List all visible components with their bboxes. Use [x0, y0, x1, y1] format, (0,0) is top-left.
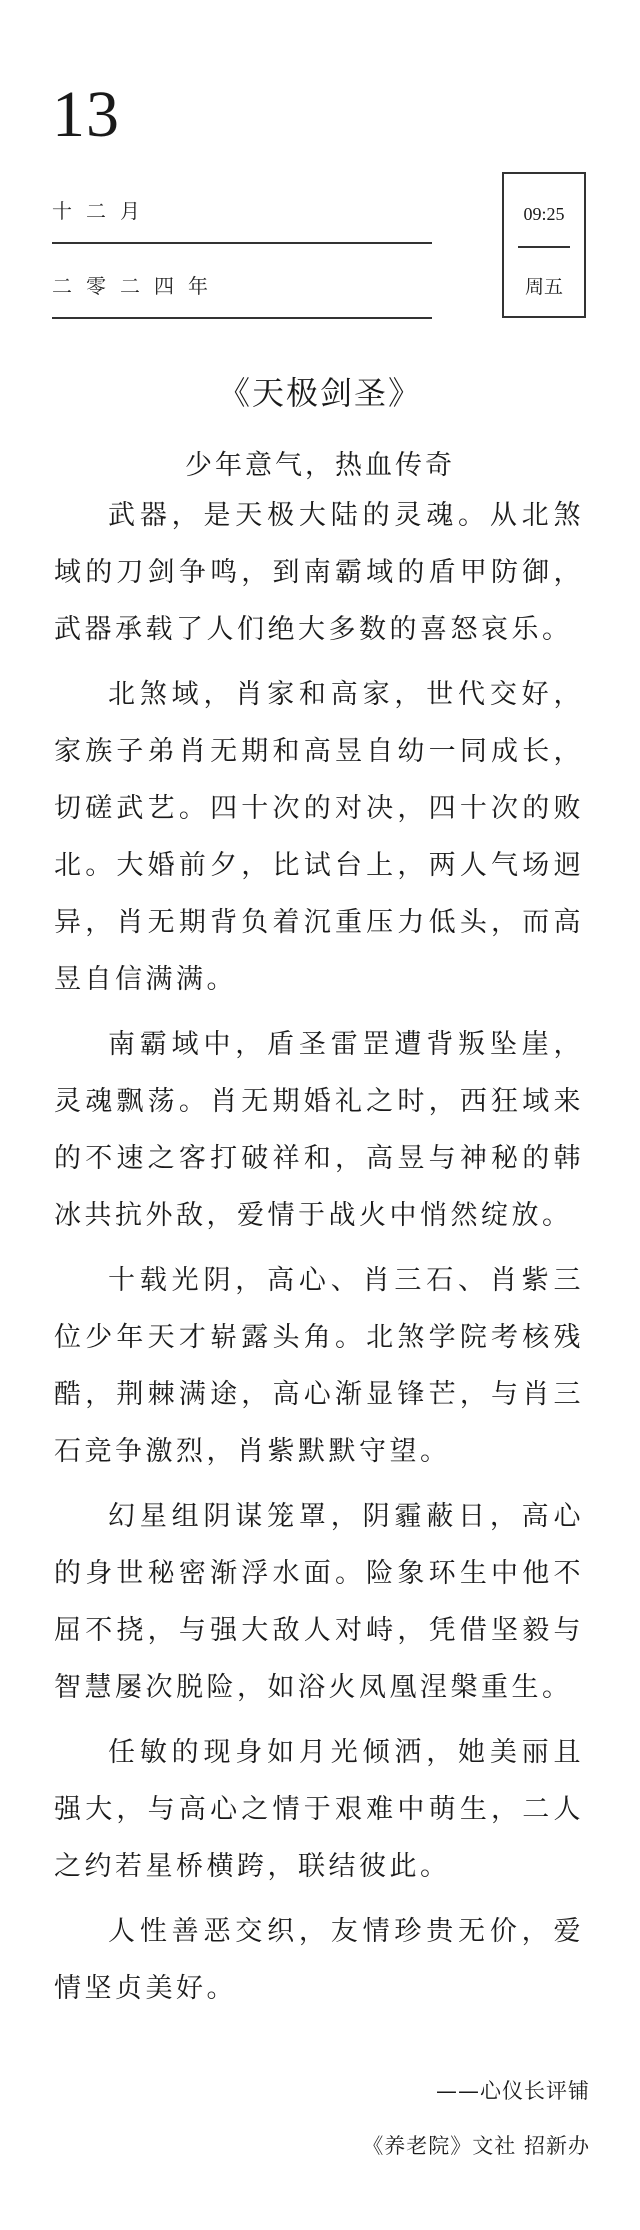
paragraph: 南霸域中，盾圣雷罡遭背叛坠崖，灵魂飘荡。肖无期婚礼之时，西狂域来的不速之客打破祥和，高昱与神秘的韩冰共抗外敌，爱情于战火中悄然绽放。 — [54, 1029, 584, 1231]
article-body — [54, 487, 584, 2025]
time-divider — [518, 246, 570, 248]
time-label: 09:25 — [523, 204, 565, 224]
signature: ——心仪长评铺 — [436, 2079, 590, 2103]
month-label: 十二月 — [52, 199, 154, 223]
paragraph: 任敏的现身如月光倾洒，她美丽且强大，与高心之情于艰难中萌生，二人之约若星桥横跨，联结彼此。 — [54, 1737, 584, 1882]
weekday-label: 周五 — [524, 276, 563, 298]
paragraph: 武器，是天极大陆的灵魂。从北煞域的刀剑争鸣，到南霸域的盾甲防御，武器承载了人们绝大多数的喜怒哀乐。 — [54, 500, 584, 645]
paragraph: 北煞域，肖家和高家，世代交好，家族子弟肖无期和高昱自幼一同成长，切磋武艺。四十次的对决，四十次的败北。大婚前夕，比试台上，两人气场迥异，肖无期背负着沉重压力低头，而高昱自信满满。 — [54, 679, 584, 995]
article-title: 《天极剑圣》 — [217, 374, 422, 412]
year-divider — [52, 317, 432, 319]
paragraph: 十载光阴，高心、肖三石、肖紫三位少年天才崭露头角。北煞学院考核残酷，荆棘满途，高心渐显锋芒，与肖三石竞争激烈，肖紫默默守望。 — [54, 1265, 584, 1467]
paragraph: 幻星组阴谋笼罩，阴霾蔽日，高心的身世秘密渐浮水面。险象环生中他不屈不挠，与强大敌人对峙，凭借坚毅与智慧屡次脱险，如浴火凤凰涅槃重生。 — [54, 1501, 584, 1703]
day-number: 13 — [52, 78, 120, 151]
time-box — [502, 172, 586, 318]
recruit-note: 《养老院》文社 招新办 — [362, 2134, 590, 2158]
month-divider — [52, 242, 432, 244]
paragraph: 人性善恶交织，友情珍贵无价，爱情坚贞美好。 — [54, 1916, 584, 2004]
year-label: 二零二四年 — [52, 274, 222, 298]
article-subtitle: 少年意气，热血传奇 — [185, 450, 455, 481]
